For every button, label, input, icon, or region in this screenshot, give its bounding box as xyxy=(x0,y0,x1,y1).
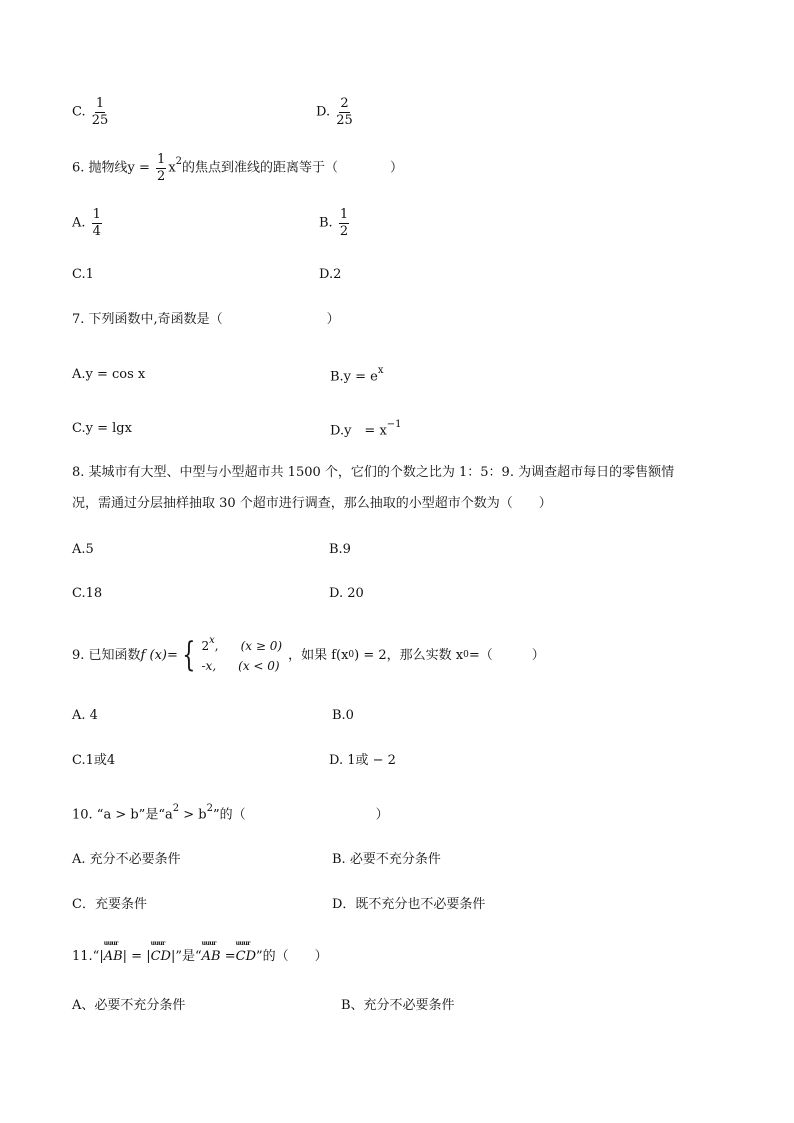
q10-option-d: D．既不充分也不必要条件 xyxy=(332,897,486,912)
q7-option-c: C.y = lgx xyxy=(72,421,132,436)
q10-option-b: B. 必要不充分条件 xyxy=(332,852,441,867)
q8-option-b: B.9 xyxy=(329,542,351,557)
vector-ab: uuur AB xyxy=(104,950,123,963)
fraction: $\frac{1}{2}$ xyxy=(339,207,349,239)
vector-cd: uuur CD xyxy=(236,950,256,963)
q9-option-b: B.0 xyxy=(332,708,354,723)
vector-cd: uuur CD xyxy=(151,950,171,963)
vector-ab: uuur AB xyxy=(202,950,221,963)
q9-stem: 9. 已知函数 f (x)= { 2$^x$, (x ≥ 0) -x, (x < 0) ，如果 f(x 0 ) = 2，那么实数 x 0 =（ ） xyxy=(72,635,545,676)
q9-option-c: C.1或4 xyxy=(72,753,116,768)
fraction: $\frac{2}{25}$ xyxy=(336,96,353,128)
q10-option-a: A. 充分不必要条件 xyxy=(72,852,181,867)
q7-option-b: $B.y = e^x$ xyxy=(330,365,384,385)
q8-option-d: D. 20 xyxy=(329,586,364,601)
fraction: $\frac{1}{25}$ xyxy=(91,96,109,128)
q9-option-d: D. 1或 − 2 xyxy=(329,753,396,768)
q8-stem-line2: 况，需通过分层抽样抽取 30 个超市进行调查，那么抽取的小型超市个数为（ ） xyxy=(72,496,552,511)
q6-option-b: B. $\frac{1}{2}$ xyxy=(319,207,349,239)
piecewise-function: { 2$^x$, (x ≥ 0) -x, (x < 0) xyxy=(182,635,283,676)
q11-stem: 11.“|uuur AB| = |uuur CD|”是“uuur AB =uuur CD”的（ ） xyxy=(72,950,328,963)
q6-stem: 6. 抛物线y = $\frac{1}{2}$ $x^2$的焦点到准线的距离等于（ ） xyxy=(72,152,404,184)
q7-stem: 7. 下列函数中,奇函数是（ ） xyxy=(72,312,340,327)
q10-option-c: C．充要条件 xyxy=(72,897,147,912)
fraction: $\frac{1}{4}$ xyxy=(92,207,101,239)
q7-option-d: D.y = $x^{-1}$ xyxy=(330,419,402,439)
q10-stem: 10. “a > b”是“$a^2 > b^2$”的（ ） xyxy=(72,803,389,823)
q8-option-a: A.5 xyxy=(72,542,94,557)
q9-option-a: A. 4 xyxy=(72,708,98,723)
q11-option-b: B、充分不必要条件 xyxy=(341,998,455,1013)
q7-option-a: A.y = cos x xyxy=(72,367,146,382)
q6-option-d: D.2 xyxy=(319,267,342,282)
q5-option-c: C. $\frac{1}{25}$ xyxy=(72,96,109,128)
q6-option-a: A. $\frac{1}{4}$ xyxy=(72,207,101,239)
q8-stem-line1: 8. 某城市有大型、中型与小型超市共 1500 个，它们的个数之比为 1：5：9. 为调查超市每日的零售额情 xyxy=(72,465,675,480)
fraction: $\frac{1}{2}$ xyxy=(157,152,166,184)
q8-option-c: C.18 xyxy=(72,586,103,601)
q6-option-c: C.1 xyxy=(72,267,94,282)
q5-option-d: D. $\frac{2}{25}$ xyxy=(316,96,353,128)
q11-option-a: A、必要不充分条件 xyxy=(72,998,186,1013)
